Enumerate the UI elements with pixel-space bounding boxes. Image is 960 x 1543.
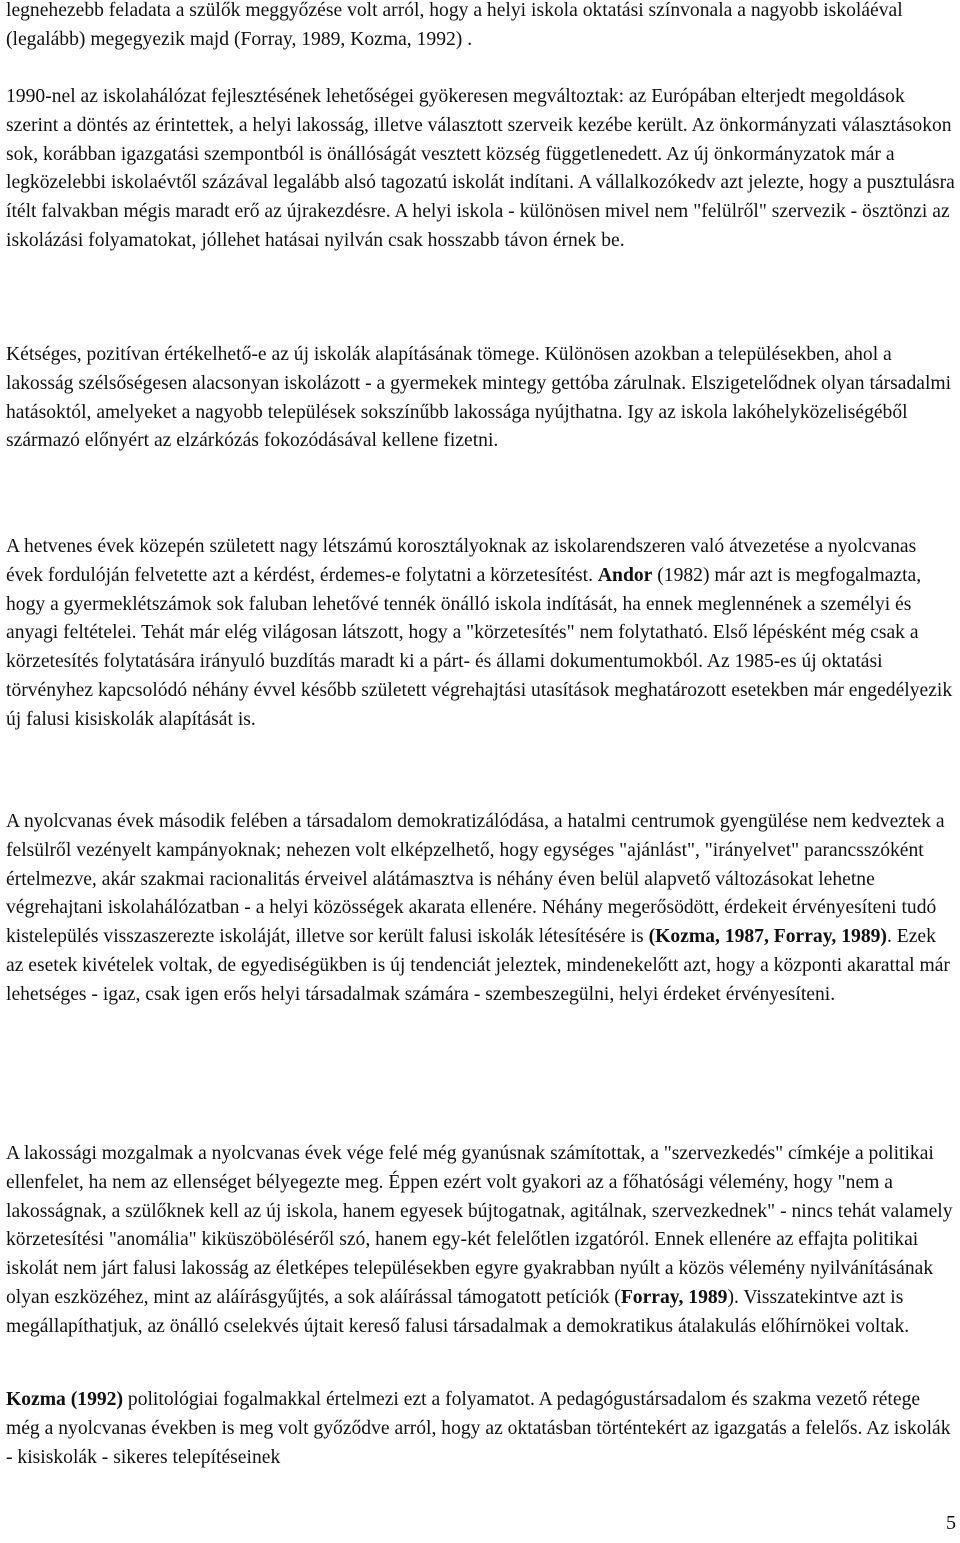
paragraph-text: A nyolcvanas évek második felében a társadalom demokratizálódása, a hatalmi centrumok gyengülése nem kedveztek a felsülről vezényelt kampányoknak; nehezen volt elképzelhető, hogy egységes "ajánlást", "irányelvet" parancsszóként értelmezve, akár szakmai racionalitás érveivel alátámasztva is néhány éven belül alapvető változásokat lehetne végrehajtani iskolahálózatban - a helyi közösségek akarata ellenére. Néhány megerősödött, érdekeit érvényesíteni tudó kistelepülés visszaszerezte iskoláját, illetve sor került falusi iskolák létesítésére is (6, 811, 945, 948)
paragraph-5 (6, 808, 958, 1010)
paragraph-text: legnehezebb feladata a szülők meggyőzése volt arról, hogy a helyi iskola oktatási színvonala a nagyobb iskoláéval (legalább) megegyezik majd (Forray, 1989, Kozma, 1992) . (6, 0, 903, 50)
author-citation: Kozma (1992) (6, 1389, 123, 1410)
paragraph-4 (6, 533, 958, 735)
paragraph-2 (6, 83, 958, 256)
paragraph-text: ). Visszatekintve azt is megállapíthatjuk, az önálló cselekvés újtait kereső falusi társadalmak a demokratikus átalakulás előhírnökei voltak. (6, 1286, 910, 1337)
paragraph-6 (6, 1140, 958, 1342)
paragraph-text: politológiai fogalmakkal értelmezi ezt a folyamatot. A pedagógustársadalom és szakma vezető rétege még a nyolcvanas években is meg volt győződve arról, hogy az oktatásban történtekért az igazgatás a felelős. Az iskolák - kisiskolák - sikeres telepítéseinek (6, 1389, 951, 1468)
paragraph-3 (6, 341, 958, 456)
paragraph-text: 1990-nel az iskolahálózat fejlesztésének lehetőségei gyökeresen megváltoztak: az Európában elterjedt megoldások szerint a döntés az érintettek, a helyi lakosság, illetve választott szerveik kezébe került. Az önkormányzati választásokon sok, korábban igazgatási szempontból is önállóságát vesztett község függetlenedett. Az új önkormányzatok már a legközelebbi iskolaévtől százával legalább alsó tagozatú iskolát indítani. A vállalkozókedv azt jelezte, hogy a pusztulásra ítélt falvakban mégis maradt erő az újrakezdésre. A helyi iskola - különösen mivel nem "felülről" szervezik - ösztönzi az iskolázási folyamatokat, jóllehet hatásai nyilván csak hosszabb távon érnek be. (6, 86, 955, 251)
page-number: 5 (946, 1512, 956, 1534)
paragraph-text: A hetvenes évek közepén született nagy létszámú korosztályoknak az iskolarendszeren való átvezetése a nyolcvanas évek fordulóján felvetette azt a kérdést, érdemes-e folytatni a körzetesítést. (6, 536, 917, 586)
paragraph-1 (6, 0, 958, 55)
paragraph-text: . Ezek az esetek kivételek voltak, de egyediségükben is új tendenciát jeleztek, mindenekelőtt azt, hogy a központi akarattal már lehetséges - igaz, csak igen erős helyi társadalmak számára - szembeszegülni, helyi érdeket érvényesíteni. (6, 926, 950, 1005)
paragraph-text: (1982) már azt is megfogalmazta, hogy a gyermeklétszámok sok faluban lehetővé tennék önálló iskola indítását, ha ennek meglennének a személyi és anyagi feltételei. Tehát már elég világosan látszott, hogy a "körzetesítés" nem folytatható. Első lépésként még csak a körzetesítés folytatására irányuló buzdítás maradt ki a párt- és állami dokumentumokból. Az 1985-es új oktatási törvényhez kapcsolódó néhány évvel később született végrehajtási utasítások meghatározott esetekben már engedélyezik új falusi kisiskolák alapítását is. (6, 564, 953, 730)
paragraph-text: Kétséges, pozitívan értékelhető-e az új iskolák alapításának tömege. Különösen azokban a településekben, ahol a lakosság szélsőségesen alacsonyan iskolázott - a gyermekek mintegy gettóba zárulnak. Elszigetelődnek olyan társadalmi hatásoktól, amelyeket a nagyobb települések sokszínűbb lakossága nyújthatna. Igy az iskola lakóhelyközeliségéből származó előnyért az elzárkózás fokozódásával kellene fizetni. (6, 344, 952, 452)
paragraph-text: A lakossági mozgalmak a nyolcvanas évek vége felé még gyanúsnak számítottak, a "szervezkedés" címkéje a politikai ellenfelet, ha nem az ellenséget bélyegezte meg. Éppen ezért volt gyakori az a főhatósági vélemény, hogy "nem a lakosságnak, a szülőknek kell az új iskola, hanem egyesek bújtogatnak, agitálnak, szervezkednek" - nincs tehát valamely körzetesítési "anomália" kiküszöböléséről szó, hanem egy-két felelőtlen izgatóról. Ennek ellenére az effajta politikai iskolát nem járt falusi lakosság az életképes településekben egyre gyakrabban nyúlt a közös vélemény nyilvánításának olyan eszközéhez, mint az aláírásgyűjtés, a sok aláírással támogatott petíciók ( (6, 1143, 953, 1308)
paragraph-7 (6, 1386, 958, 1472)
citation: (Kozma, 1987, Forray, 1989) (648, 926, 887, 948)
author-citation: Andor (597, 564, 653, 586)
citation: Forray, 1989 (620, 1286, 728, 1308)
